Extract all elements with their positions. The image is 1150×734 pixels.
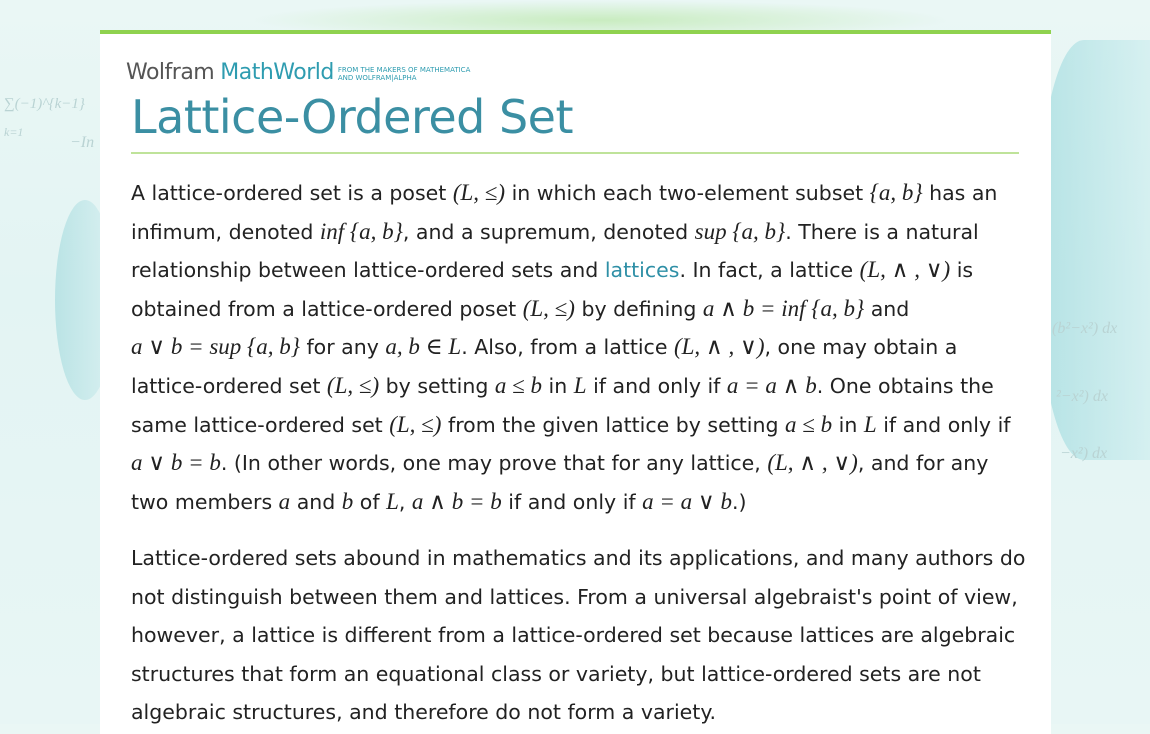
math-expression: a bbox=[278, 488, 291, 514]
paragraph-definition bbox=[131, 174, 1011, 521]
math-expression: L bbox=[573, 372, 587, 398]
text-span: A lattice-ordered set is a poset bbox=[131, 181, 453, 205]
tagline-line-1: FROM THE MAKERS OF MATHEMATICA bbox=[337, 65, 471, 74]
math-expression: L bbox=[386, 488, 399, 514]
text-line bbox=[131, 213, 1011, 252]
math-expression: a = a ∧ b bbox=[726, 372, 817, 398]
text-span: in bbox=[542, 373, 574, 398]
logo-wolfram: Wolfram bbox=[126, 60, 215, 85]
link-lattices[interactable]: lattices bbox=[604, 258, 680, 283]
text-span: and bbox=[864, 296, 910, 321]
text-line bbox=[131, 367, 1011, 406]
text-line: Lattice-ordered sets abound in mathematics and its applications, and many authors do bbox=[131, 546, 1026, 570]
math-expression: (L, ∧ , ∨) bbox=[673, 334, 765, 360]
text-span: and bbox=[290, 489, 342, 514]
decor-formula: −x²) dx bbox=[1060, 445, 1108, 462]
text-span: . Also, from a lattice bbox=[461, 335, 674, 360]
text-span: if and only if bbox=[876, 412, 1011, 437]
text-span: , bbox=[398, 489, 412, 514]
text-line bbox=[131, 328, 1011, 367]
math-expression: (L, ∧ , ∨) bbox=[859, 257, 951, 283]
text-span: . (In other words, one may prove that for any lattice, bbox=[220, 451, 768, 476]
text-span: , and for any bbox=[857, 451, 989, 476]
decor-formula: k=1 bbox=[4, 125, 24, 139]
text-span: if and only if bbox=[586, 373, 727, 398]
math-expression: (L, ≤) bbox=[389, 411, 442, 437]
text-span: . There is a natural bbox=[785, 219, 979, 244]
text-span: obtained from a lattice-ordered poset bbox=[131, 296, 523, 321]
math-expression: a = a ∨ b bbox=[642, 488, 732, 514]
text-span: two members bbox=[131, 489, 279, 514]
text-line bbox=[131, 483, 1011, 522]
text-span: from the given lattice by setting bbox=[441, 412, 786, 437]
math-expression: L bbox=[863, 411, 877, 437]
math-expression: sup {a, b} bbox=[694, 218, 786, 244]
text-span: , one may obtain a bbox=[764, 335, 958, 360]
math-expression: a ∨ b = sup {a, b} bbox=[131, 334, 300, 360]
tagline-line-2: AND WOLFRAM|ALPHA bbox=[337, 73, 417, 82]
text-line bbox=[131, 174, 1011, 213]
text-line bbox=[131, 290, 1011, 329]
math-expression: {a, b} bbox=[869, 180, 923, 205]
text-line: however, a lattice is different from a lattice-ordered set because lattices are algebraic bbox=[131, 623, 1016, 648]
text-span: .) bbox=[731, 489, 747, 514]
text-span: . One obtains the bbox=[816, 373, 994, 398]
text-span: for any bbox=[299, 335, 386, 360]
math-expression: inf {a, b} bbox=[319, 218, 403, 244]
math-expression: a ∧ b = b bbox=[411, 488, 502, 514]
text-line bbox=[131, 251, 1011, 290]
decor-formula: (b²−x²) dx bbox=[1052, 320, 1118, 337]
text-span: in which each two-element subset bbox=[505, 181, 870, 205]
math-expression: b bbox=[341, 488, 354, 514]
logo-mathworld: MathWorld bbox=[220, 60, 334, 85]
math-expression: (L, ≤) bbox=[452, 180, 506, 205]
logo-tagline bbox=[338, 66, 471, 82]
math-expression: a ≤ b bbox=[494, 372, 543, 398]
math-expression: a ∨ b = b bbox=[131, 450, 221, 476]
math-expression: a, b ∈ L bbox=[385, 334, 462, 360]
decor-formula: ²−x²) dx bbox=[1056, 388, 1108, 405]
decor-formula: −In bbox=[70, 134, 95, 151]
text-line bbox=[131, 406, 1011, 445]
text-span: if and only if bbox=[501, 489, 643, 514]
math-expression: (L, ≤) bbox=[326, 372, 380, 398]
text-line bbox=[131, 444, 1011, 483]
text-span: , and a supremum, denoted bbox=[402, 219, 695, 244]
text-span: by defining bbox=[574, 296, 703, 321]
decor-formula: ∑(−1)^{k−1} bbox=[4, 96, 85, 112]
content-card bbox=[100, 30, 1051, 734]
text-line: algebraic structures, and therefore do not form a variety. bbox=[131, 700, 717, 725]
title-divider bbox=[131, 152, 1019, 154]
mathworld-logo[interactable] bbox=[126, 60, 470, 85]
math-expression: a ≤ b bbox=[785, 411, 833, 437]
text-span: in bbox=[832, 412, 864, 437]
text-span: lattice-ordered set bbox=[131, 373, 327, 398]
text-line: structures that form an equational class or variety, but lattice-ordered sets are not bbox=[131, 661, 981, 686]
text-span: infimum, denoted bbox=[131, 219, 320, 244]
text-span: . In fact, a lattice bbox=[679, 258, 860, 283]
text-line: not distinguish between them and lattices. From a universal algebraist's point of view, bbox=[131, 584, 1018, 609]
text-span: is bbox=[950, 258, 974, 283]
math-expression: a ∧ b = inf {a, b} bbox=[702, 295, 865, 321]
math-expression: (L, ∧ , ∨) bbox=[767, 450, 858, 476]
text-span: has an bbox=[922, 181, 998, 205]
text-span: by setting bbox=[379, 373, 495, 398]
math-expression: (L, ≤) bbox=[522, 295, 575, 321]
text-span: same lattice-ordered set bbox=[131, 412, 390, 437]
text-span: of bbox=[353, 489, 387, 514]
page-title: Lattice-Ordered Set bbox=[131, 90, 574, 144]
paragraph-discussion bbox=[131, 539, 1025, 732]
text-span: relationship between lattice-ordered sets and bbox=[131, 258, 605, 283]
